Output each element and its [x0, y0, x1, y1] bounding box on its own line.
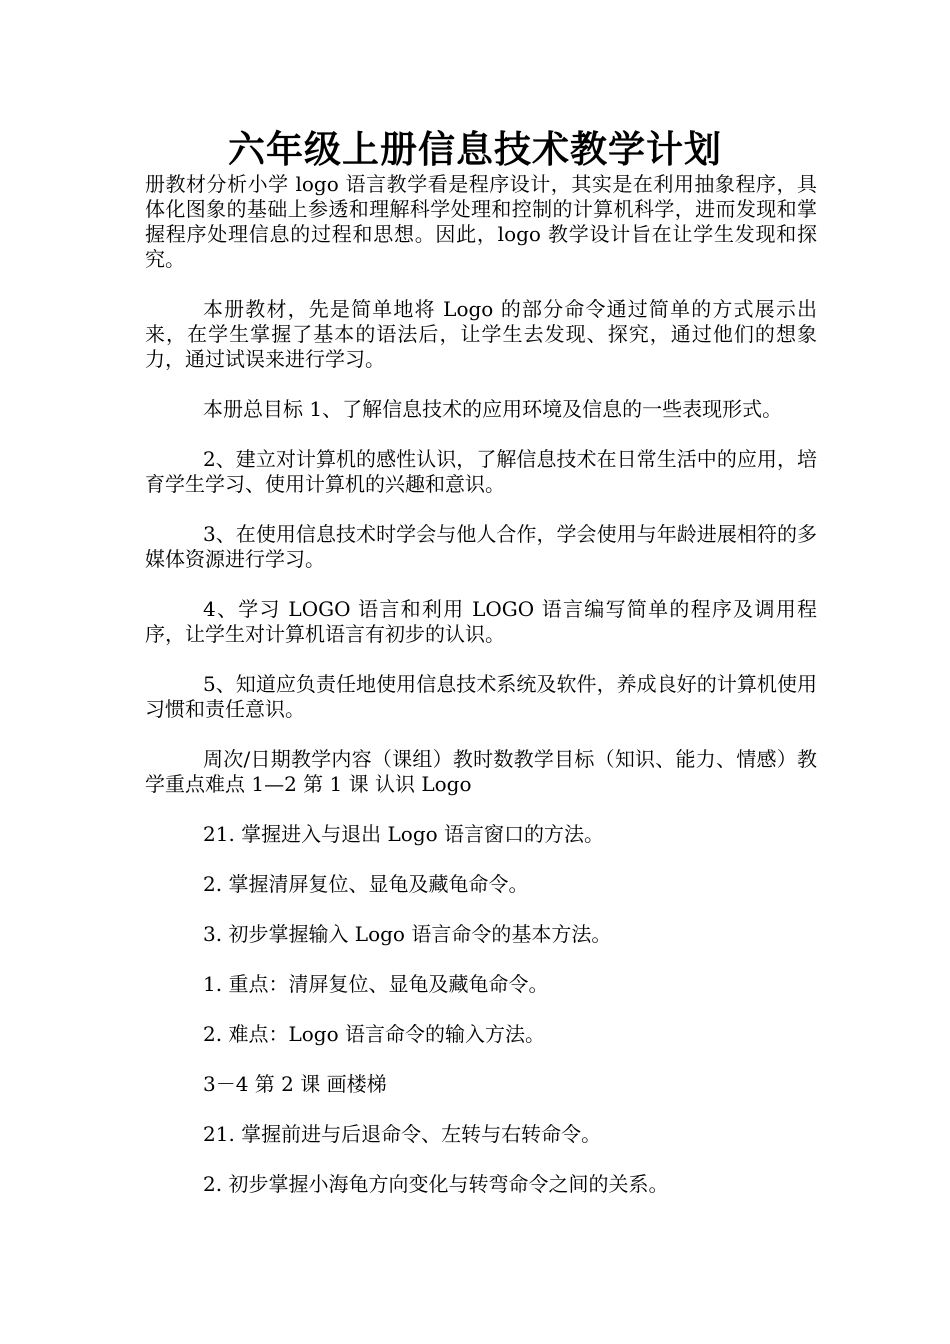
paragraph-goal-5: 5、知道应负责任地使用信息技术系统及软件，养成良好的计算机使用习惯和责任意识。	[145, 672, 817, 721]
paragraph-goal-2: 2、建立对计算机的感性认识，了解信息技术在日常生活中的应用，培育学生学习、使用计算机的兴趣和意识。	[145, 447, 817, 496]
paragraph-goal-1: 本册总目标 1、了解信息技术的应用环境及信息的一些表现形式。	[203, 397, 783, 421]
document-body	[145, 172, 817, 1222]
list-item: 2. 难点：Logo 语言命令的输入方法。	[203, 1022, 545, 1046]
lesson-heading: 3－4 第 2 课 画楼梯	[203, 1072, 387, 1096]
list-item: 21. 掌握前进与后退命令、左转与右转命令。	[203, 1122, 602, 1146]
list-item: 1. 重点：清屏复位、显龟及藏龟命令。	[203, 972, 549, 996]
paragraph-goal-3: 3、在使用信息技术时学会与他人合作，学会使用与年龄进展相符的多媒体资源进行学习。	[145, 522, 817, 571]
list-item: 21. 掌握进入与退出 Logo 语言窗口的方法。	[203, 822, 605, 846]
list-item: 2. 初步掌握小海龟方向变化与转弯命令之间的关系。	[203, 1172, 669, 1196]
paragraph-schedule-header: 周次/日期教学内容（课组）教时数教学目标（知识、能力、情感）教学重点难点 1—2 第 1 课 认识 Logo	[145, 747, 817, 796]
paragraph-goal-4: 4、学习 LOGO 语言和利用 LOGO 语言编写简单的程序及调用程序，让学生对计算机语言有初步的认识。	[145, 597, 817, 646]
list-item: 2. 掌握清屏复位、显龟及藏龟命令。	[203, 872, 529, 896]
list-item: 3. 初步掌握输入 Logo 语言命令的基本方法。	[203, 922, 612, 946]
document-title: 六年级上册信息技术教学计划	[228, 127, 722, 171]
paragraph-textbook-analysis: 册教材分析小学 logo 语言教学看是程序设计，其实是在利用抽象程序，具体化图象的基础上参透和理解科学处理和控制的计算机科学，进而发现和掌握程序处理信息的过程和思想。因此，logo 教学设计旨在让学生发现和探究。	[145, 172, 817, 271]
paragraph-textbook-intro: 本册教材，先是简单地将 Logo 的部分命令通过简单的方式展示出来，在学生掌握了基本的语法后，让学生去发现、探究，通过他们的想象力，通过试误来进行学习。	[145, 297, 817, 371]
